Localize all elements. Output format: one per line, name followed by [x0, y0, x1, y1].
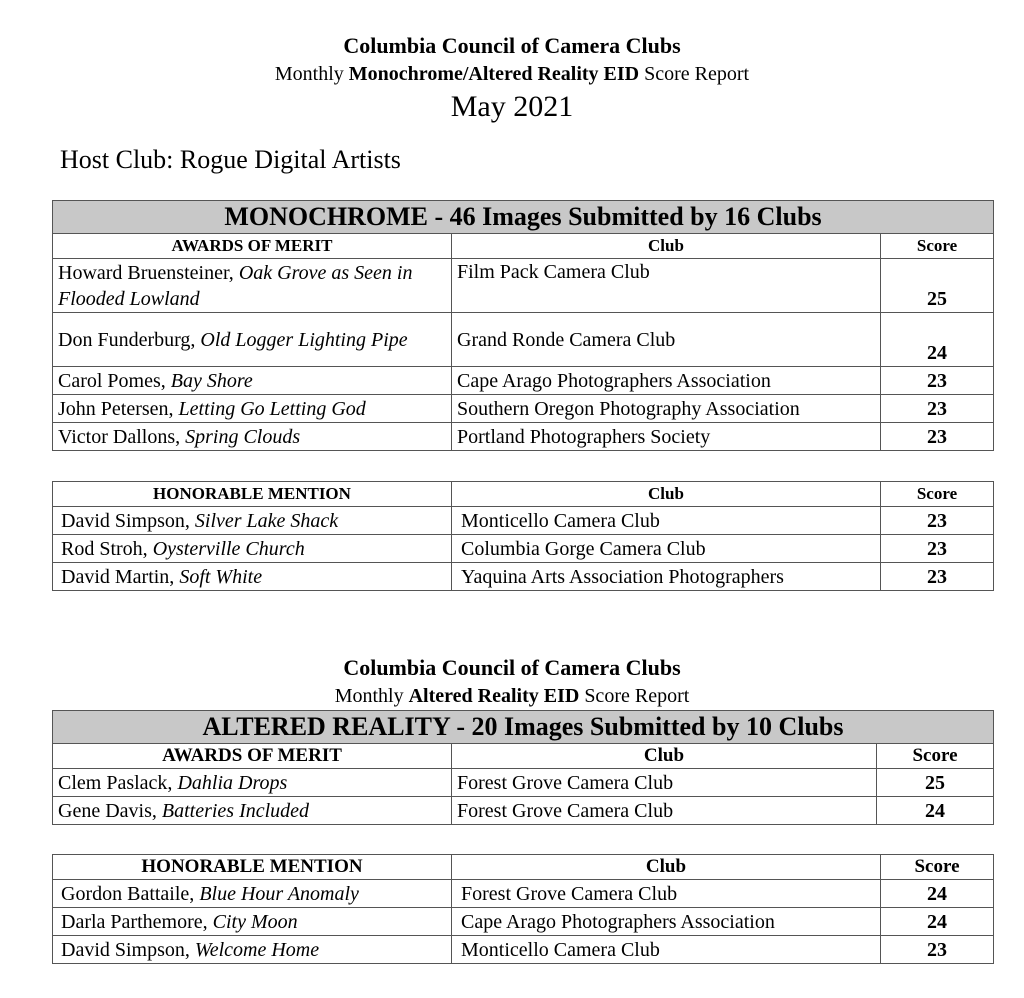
- entry-name: David Simpson, Welcome Home: [53, 936, 452, 964]
- entry-name: Victor Dallons, Spring Clouds: [53, 423, 452, 451]
- report-prefix: Monthly: [334, 685, 409, 707]
- entry-club: Forest Grove Camera Club: [452, 797, 877, 825]
- entry-name: Gordon Battaile, Blue Hour Anomaly: [53, 880, 452, 908]
- altered-merit-table: [52, 710, 994, 825]
- table-row: [53, 535, 994, 563]
- entry-score: 23: [881, 367, 994, 395]
- entry-club: Film Pack Camera Club: [452, 259, 881, 313]
- col-header-club: Club: [452, 234, 881, 259]
- table-row: [53, 908, 994, 936]
- entry-name: David Simpson, Silver Lake Shack: [53, 507, 452, 535]
- host-club: Host Club: Rogue Digital Artists: [60, 145, 401, 174]
- col-header-awards: AWARDS OF MERIT: [53, 234, 452, 259]
- entry-club: Forest Grove Camera Club: [452, 769, 877, 797]
- report-suffix: Score Report: [639, 63, 750, 85]
- col-header-hm: HONORABLE MENTION: [53, 482, 452, 507]
- table-row: [53, 563, 994, 591]
- table-row: [53, 367, 994, 395]
- table-row: [53, 259, 994, 313]
- entry-name: Darla Parthemore, City Moon: [53, 908, 452, 936]
- entry-name: Carol Pomes, Bay Shore: [53, 367, 452, 395]
- table-row: [53, 769, 994, 797]
- entry-club: Southern Oregon Photography Association: [452, 395, 881, 423]
- report-subtitle: [0, 63, 1024, 86]
- col-header-score: Score: [877, 744, 994, 769]
- col-header-club: Club: [452, 855, 881, 880]
- entry-club: Portland Photographers Society: [452, 423, 881, 451]
- entry-club: Monticello Camera Club: [452, 936, 881, 964]
- entry-score: 23: [881, 563, 994, 591]
- entry-score: 24: [877, 797, 994, 825]
- entry-name: Don Funderburg, Old Logger Lighting Pipe: [53, 313, 452, 367]
- entry-club: Yaquina Arts Association Photographers: [452, 563, 881, 591]
- entry-score: 23: [881, 395, 994, 423]
- mono-hm-table: [52, 481, 994, 591]
- altered-hm-table: [52, 854, 994, 964]
- entry-name: Rod Stroh, Oysterville Church: [53, 535, 452, 563]
- entry-score: 23: [881, 535, 994, 563]
- col-header-awards: AWARDS OF MERIT: [53, 744, 452, 769]
- col-header-score: Score: [881, 482, 994, 507]
- altered-report-subtitle: [0, 685, 1024, 708]
- entry-name: Howard Bruensteiner, Oak Grove as Seen in Flooded Lowland: [53, 259, 452, 313]
- org-title: Columbia Council of Camera Clubs: [343, 33, 681, 58]
- entry-score: 24: [881, 313, 994, 367]
- entry-score: 23: [881, 936, 994, 964]
- report-month: May 2021: [450, 90, 574, 123]
- entry-name: Gene Davis, Batteries Included: [53, 797, 452, 825]
- altered-org-title: Columbia Council of Camera Clubs: [343, 655, 681, 680]
- altered-section-title: ALTERED REALITY - 20 Images Submitted by 10 Clubs: [53, 711, 994, 744]
- entry-club: Forest Grove Camera Club: [452, 880, 881, 908]
- mono-section-title: MONOCHROME - 46 Images Submitted by 16 Clubs: [53, 201, 994, 234]
- entry-score: 25: [877, 769, 994, 797]
- entry-name: David Martin, Soft White: [53, 563, 452, 591]
- entry-score: 23: [881, 507, 994, 535]
- table-row: [53, 423, 994, 451]
- entry-club: Cape Arago Photographers Association: [452, 908, 881, 936]
- entry-club: Grand Ronde Camera Club: [452, 313, 881, 367]
- report-suffix: Score Report: [579, 685, 690, 707]
- col-header-score: Score: [881, 855, 994, 880]
- report-prefix: Monthly: [274, 63, 349, 85]
- col-header-club: Club: [452, 744, 877, 769]
- table-row: [53, 797, 994, 825]
- entry-name: Clem Paslack, Dahlia Drops: [53, 769, 452, 797]
- col-header-score: Score: [881, 234, 994, 259]
- table-row: [53, 313, 994, 367]
- entry-club: Columbia Gorge Camera Club: [452, 535, 881, 563]
- table-row: [53, 880, 994, 908]
- report-bold: Altered Reality EID: [408, 685, 580, 707]
- entry-score: 25: [881, 259, 994, 313]
- table-row: [53, 936, 994, 964]
- table-row: [53, 395, 994, 423]
- col-header-club: Club: [452, 482, 881, 507]
- entry-score: 24: [881, 880, 994, 908]
- col-header-hm: HONORABLE MENTION: [53, 855, 452, 880]
- entry-score: 23: [881, 423, 994, 451]
- entry-name: John Petersen, Letting Go Letting God: [53, 395, 452, 423]
- entry-club: Monticello Camera Club: [452, 507, 881, 535]
- entry-score: 24: [881, 908, 994, 936]
- report-bold: Monochrome/Altered Reality EID: [348, 63, 640, 85]
- mono-merit-table: [52, 200, 994, 451]
- table-row: [53, 507, 994, 535]
- entry-club: Cape Arago Photographers Association: [452, 367, 881, 395]
